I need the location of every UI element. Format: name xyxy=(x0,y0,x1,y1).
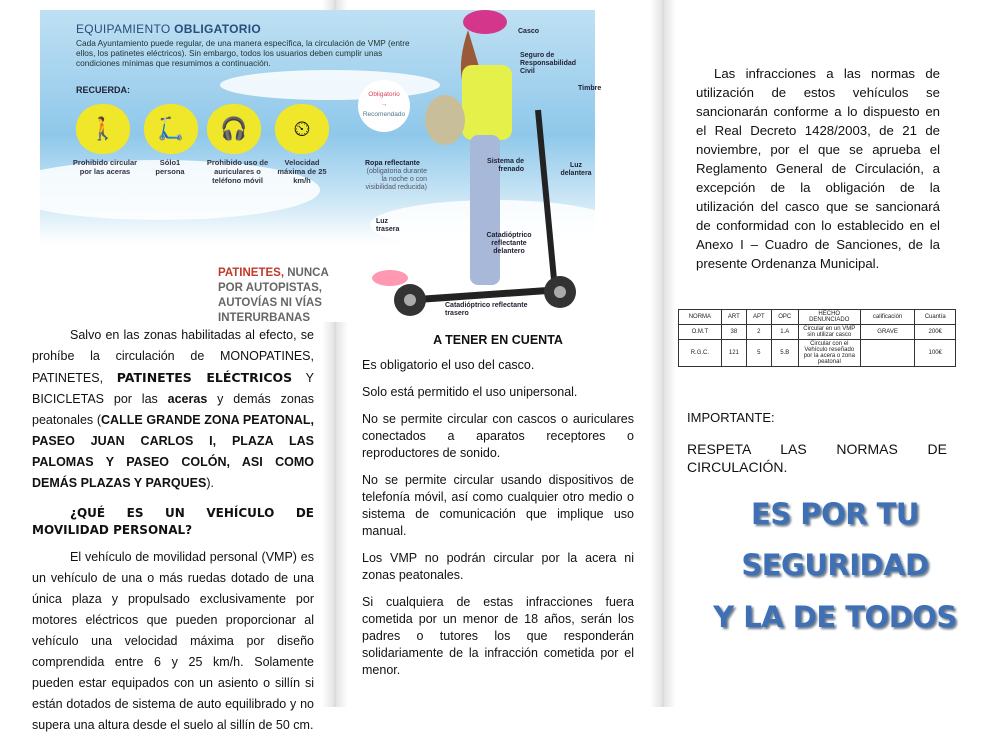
rule-item: No se permite circular con cascos o auriculares conectados a aparatos receptores o reproductores de sonido. xyxy=(362,412,634,460)
rule-item: Solo está permitido el uso unipersonal. xyxy=(362,385,578,399)
table-row xyxy=(679,340,956,367)
td: 121 xyxy=(721,340,746,367)
vmp-definition: El vehículo de movilidad personal (VMP) es un vehículo de una o más ruedas dotado de una única plaza y propulsado exclusivamente por motores eléctricos que pueden proporcionar al vehículo una velocidad máxima por diseño comprendida entre 6 y 25 km/h. Solamente pueden estar equipados con un asiento o sillín si están dotados de sistema de auto equilibrado y no supera una altura desde el suelo al sillín de 50 cm. xyxy=(32,550,314,732)
infographic xyxy=(40,10,602,324)
td: 2 xyxy=(746,325,771,340)
rule-label: Prohibido uso de auriculares o teléfono móvil xyxy=(206,158,269,185)
label-luz-trasera: Luz trasera xyxy=(376,218,400,233)
td xyxy=(860,340,915,367)
th: Cuantía xyxy=(915,310,956,325)
left-column xyxy=(32,325,314,736)
rule-label: Prohibido circular por las aceras xyxy=(72,158,138,176)
prohibition-paragraph: Salvo en las zonas habilitadas al efecto, se prohíbe la circulación de MONOPATINES, PATINETES, PATINETES ELÉCTRICOS Y BICICLETAS por las aceras y demás zonas peatonales (CALLE GRANDE ZONA PEATONAL, PASEO JUAN CARLOS I, PLAZA LAS PALOMAS Y PASEO COLÓN, ASI COMO DEMÁS PLAZAS Y PARQUES). xyxy=(32,328,314,490)
rule-label: Velocidad máxima de 25 km/h xyxy=(277,158,327,185)
td: 38 xyxy=(721,325,746,340)
respeta-line-2: CIRCULACIÓN. xyxy=(687,459,788,475)
infographic-description: Cada Ayuntamiento puede regular, de una manera específica, la circulación de VMP (entre ellos, los patinetes eléctricos). Sin embargo, todos los usuarios deben cumplir unas condiciones mínimas que resumimos a continuación. xyxy=(76,38,410,68)
legend-recommended: Recomendado xyxy=(362,111,406,118)
warning-text: PATINETES, NUNCA POR AUTOPISTAS, AUTOVÍAS NI VÍAS INTERURBANAS xyxy=(218,267,329,324)
th: OPC xyxy=(771,310,798,325)
label-timbre: Timbre xyxy=(578,85,602,92)
rule-label: Sólo1 persona xyxy=(155,158,185,176)
th: ART xyxy=(721,310,746,325)
label-seguro: Seguro de Responsabilidad Civil xyxy=(520,52,577,75)
speedometer-icon: ⏲ xyxy=(275,104,329,154)
sanctions-text: Las infracciones a las normas de utilización de estos vehículos se sancionarán conforme a lo dispuesto en el Real Decreto 1428/2003, de 21 de noviembre, por el que se aprueba el Reglamento General de Circulación, a excepción de la obligación de la utilización del casco que se sancionará de conformidad con lo establecido en el Anexo I – Cuadro de Sanciones, de la presente Ordenanza Municipal. xyxy=(696,66,940,271)
label-ropa-note: (obligatoria durante la noche o con visibilidad reducida) xyxy=(365,168,427,191)
td: R.G.C. xyxy=(679,340,722,367)
td: 100€ xyxy=(915,340,956,367)
table-header xyxy=(679,310,956,325)
td: GRAVE xyxy=(860,325,915,340)
td: O.M.T xyxy=(679,325,722,340)
tener-en-cuenta-heading: A TENER EN CUENTA xyxy=(433,333,563,347)
fold-right xyxy=(650,0,676,707)
rule-item: No se permite circular usando dispositivos de telefonía móvil, así como cualquier otro medio o sistema de comunicación que implique uso manual. xyxy=(362,473,634,538)
red-arrow-icon: → xyxy=(380,101,388,108)
td: 1.A xyxy=(771,325,798,340)
pedestrians-icon: 🚶 xyxy=(76,104,130,154)
slogan-line-2: SEGURIDAD xyxy=(741,548,929,582)
td: Circular con el Vehículo reseñado por la acera o zona peatonal xyxy=(798,340,860,367)
sanctions-paragraph xyxy=(696,64,940,273)
th: APT xyxy=(746,310,771,325)
respeta-line-1: RESPETA LAS NORMAS DE xyxy=(687,441,947,457)
vmp-heading: ¿QUÉ ES UN VEHÍCULO DE MOVILIDAD PERSONAL? xyxy=(32,506,314,537)
rule-item: Si cualquiera de estas infracciones fuera cometida por un menor de 18 años, serán los padres o tutores los que responderán solidariamente de la infracción cometida por el menor. xyxy=(362,595,634,677)
infographic-title: EQUIPAMIENTO OBLIGATORIO xyxy=(76,22,262,36)
slogan-line-1: ES POR TU xyxy=(751,497,919,531)
td: 5 xyxy=(746,340,771,367)
important-label: IMPORTANTE: xyxy=(687,410,775,425)
table-row xyxy=(679,325,956,340)
td: Circular en un VMP sin utilizar casco xyxy=(798,325,860,340)
th: NORMA xyxy=(679,310,722,325)
rule-item: Es obligatorio el uso del casco. xyxy=(362,358,535,372)
rule-item: Los VMP no podrán circular por la acera ni zonas peatonales. xyxy=(362,551,634,582)
td: 5.B xyxy=(771,340,798,367)
sanctions-table xyxy=(678,309,956,367)
middle-column xyxy=(362,332,634,689)
slogan-line-3: Y LA DE TODOS xyxy=(713,600,957,634)
headphones-icon: 🎧 xyxy=(207,104,261,154)
label-cat-delantero: Catadióptrico reflectante delantero xyxy=(486,232,532,255)
label-frenado: Sistema de frenado xyxy=(487,158,524,173)
one-person-scooter-icon: 🛴 xyxy=(144,104,198,154)
td: 200€ xyxy=(915,325,956,340)
label-cat-trasero: Catadióptrico reflectante trasero xyxy=(445,302,528,317)
label-luz-delantera: Luz delantera xyxy=(560,162,592,177)
th: calificación xyxy=(860,310,915,325)
label-ropa: Ropa reflectante xyxy=(365,160,420,167)
label-casco: Casco xyxy=(518,28,540,35)
legend-required: Obligatorio xyxy=(368,91,400,98)
th: HECHO DENUNCIADO xyxy=(798,310,860,325)
recuerda-label: RECUERDA: xyxy=(76,85,130,95)
